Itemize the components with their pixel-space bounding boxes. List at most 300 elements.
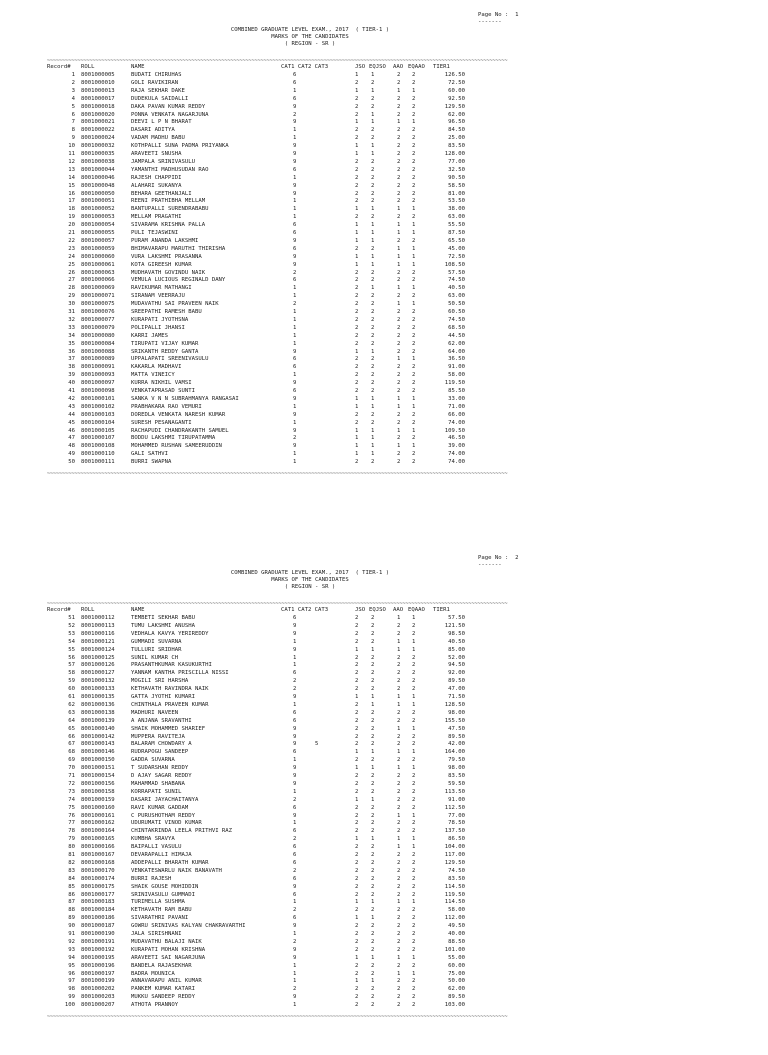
candidate-name: RAJA SEKHAR DAKE bbox=[131, 87, 185, 94]
jso-value: 2 bbox=[355, 182, 359, 189]
eqjso-value: 2 bbox=[371, 686, 375, 693]
candidate-name: KETHAVATH RAM BABU bbox=[131, 907, 192, 914]
aao-value: 2 bbox=[397, 670, 401, 677]
cat1-value: 1 bbox=[293, 757, 297, 764]
record-number: 69 bbox=[68, 757, 75, 764]
record-number: 11 bbox=[68, 151, 75, 157]
roll-number: 8001000107 bbox=[81, 435, 115, 442]
roll-number: 8001000088 bbox=[81, 348, 115, 355]
eqjso-value: 1 bbox=[371, 253, 375, 260]
tier1-score: 155.50 bbox=[444, 717, 465, 724]
aao-value: 2 bbox=[397, 72, 401, 78]
eqaao-value: 2 bbox=[412, 978, 416, 985]
aao-value: 2 bbox=[397, 962, 401, 969]
roll-number: 8001000057 bbox=[81, 237, 115, 244]
roll-number: 8001000142 bbox=[81, 733, 115, 740]
tier1-score: 126.50 bbox=[444, 72, 465, 78]
record-number: 61 bbox=[68, 694, 75, 700]
roll-number: 8001000022 bbox=[81, 127, 115, 134]
eqjso-value: 1 bbox=[371, 285, 375, 292]
tier1-score: 89.50 bbox=[448, 994, 465, 1001]
candidate-name: GOLI RAVIKIRAN bbox=[131, 79, 179, 86]
record-number: 59 bbox=[68, 678, 75, 685]
eqjso-value: 2 bbox=[371, 174, 375, 181]
eqaao-value: 2 bbox=[412, 95, 416, 102]
eqjso-value: 2 bbox=[371, 662, 375, 669]
jso-value: 2 bbox=[355, 701, 359, 708]
eqjso-value: 2 bbox=[371, 411, 375, 418]
roll-number: 8001000084 bbox=[81, 340, 115, 347]
candidate-name: POLIPALLI JHANSI bbox=[131, 324, 185, 331]
cat1-value: 1 bbox=[293, 324, 297, 331]
table-row bbox=[47, 349, 487, 356]
roll-number: 8001000103 bbox=[81, 411, 115, 418]
roll-number: 8001000108 bbox=[81, 443, 115, 450]
eqaao-value: 1 bbox=[412, 403, 416, 410]
aao-value: 2 bbox=[397, 630, 401, 637]
table-row bbox=[47, 404, 487, 411]
candidate-name: KURAPATI JYOTHSNA bbox=[131, 316, 189, 323]
table-row bbox=[47, 820, 487, 827]
eqaao-value: 1 bbox=[412, 954, 416, 961]
roll-number: 8001000127 bbox=[81, 670, 115, 677]
eqjso-value: 2 bbox=[371, 654, 375, 661]
tier1-score: 62.00 bbox=[448, 340, 465, 347]
eqaao-value: 2 bbox=[412, 923, 416, 930]
column-header-row bbox=[47, 607, 487, 614]
tier1-score: 94.50 bbox=[448, 662, 465, 669]
eqjso-value: 2 bbox=[371, 812, 375, 819]
jso-value: 2 bbox=[355, 95, 359, 102]
aao-value: 2 bbox=[397, 364, 401, 371]
aao-value: 2 bbox=[397, 733, 401, 740]
aao-value: 2 bbox=[397, 915, 401, 922]
cat1-value: 2 bbox=[293, 907, 297, 914]
table-row bbox=[47, 726, 487, 733]
eqaao-value: 1 bbox=[412, 87, 416, 94]
candidate-name: KURAPATI MOHAN KRISHNA bbox=[131, 946, 206, 953]
roll-number: 8001000048 bbox=[81, 182, 115, 189]
candidate-name: TUMU LAKSHMI ANUSHA bbox=[131, 622, 195, 629]
col-aao: AAO bbox=[393, 607, 404, 613]
candidate-name: MUDAVATHU BALAJI NAIK bbox=[131, 938, 202, 945]
candidate-name: VENKATESWARLU NAIK BANAVATH bbox=[131, 867, 222, 874]
table-row bbox=[47, 119, 487, 126]
eqaao-value: 2 bbox=[412, 380, 416, 387]
eqjso-value: 2 bbox=[371, 875, 375, 882]
eqaao-value: 2 bbox=[412, 788, 416, 795]
table-row bbox=[47, 828, 487, 835]
record-number: 39 bbox=[68, 372, 75, 379]
table-row bbox=[47, 285, 487, 292]
aao-value: 2 bbox=[397, 891, 401, 898]
jso-value: 2 bbox=[355, 709, 359, 716]
record-number: 63 bbox=[68, 709, 75, 716]
table-row bbox=[47, 380, 487, 387]
table-row bbox=[47, 325, 487, 332]
column-header-row bbox=[47, 64, 487, 71]
candidate-name: KAKARLA MADHAVI bbox=[131, 364, 182, 371]
candidate-name: YANNAM KANTHA PRISCILLA NISSI bbox=[131, 670, 229, 677]
tier1-score: 39.00 bbox=[448, 443, 465, 450]
aao-value: 2 bbox=[397, 293, 401, 300]
eqjso-value: 2 bbox=[371, 859, 375, 866]
tier1-score: 104.00 bbox=[444, 844, 465, 851]
eqjso-value: 2 bbox=[371, 388, 375, 394]
col-cats: CAT1 CAT2 CAT3 bbox=[281, 607, 329, 613]
aao-value: 2 bbox=[397, 852, 401, 858]
cat1-value: 9 bbox=[293, 261, 297, 268]
jso-value: 2 bbox=[355, 678, 359, 685]
cat1-value: 1 bbox=[293, 962, 297, 969]
roll-number: 8001000187 bbox=[81, 923, 115, 930]
table-row bbox=[47, 955, 487, 962]
eqjso-value: 2 bbox=[371, 773, 375, 779]
table-row bbox=[47, 238, 487, 245]
top-rule: ~~~~~~~~~~~~~~~~~~~~~~~~~~~~~~~~~~~~~~~~~~~~~~~~~~~~~~~~~~~~~~~~~~~~~~~~~~~~~~~~~~~~~~~~~~~~~~~~~~~~~~~~~~~~~~~~~~~~~~~~~~~~~~~~~~~~~~~~~~~~~~~~~~~~~~~~~ bbox=[47, 601, 508, 607]
tier1-score: 40.00 bbox=[448, 931, 465, 937]
cat1-value: 9 bbox=[293, 151, 297, 157]
table-row bbox=[47, 1002, 487, 1009]
candidate-name: UDURUMATI VINOD KUMAR bbox=[131, 820, 202, 827]
eqaao-value: 2 bbox=[412, 411, 416, 418]
jso-value: 1 bbox=[355, 427, 359, 434]
record-number: 82 bbox=[68, 859, 75, 866]
roll-number: 8001000132 bbox=[81, 678, 115, 685]
candidate-name: JALA SIRISHNANI bbox=[131, 931, 182, 937]
cat1-value: 2 bbox=[293, 796, 297, 803]
roll-number: 8001000069 bbox=[81, 285, 115, 292]
roll-number: 8001000133 bbox=[81, 686, 115, 693]
candidate-name: BALARAM CHOWDARY A bbox=[131, 741, 192, 748]
eqjso-value: 1 bbox=[371, 796, 375, 803]
roll-number: 8001000061 bbox=[81, 261, 115, 268]
eqjso-value: 1 bbox=[371, 119, 375, 126]
eqjso-value: 2 bbox=[371, 678, 375, 685]
aao-value: 2 bbox=[397, 127, 401, 134]
record-number: 79 bbox=[68, 836, 75, 843]
roll-number: 8001000202 bbox=[81, 986, 115, 993]
aao-value: 1 bbox=[397, 230, 401, 236]
eqaao-value: 1 bbox=[412, 844, 416, 851]
jso-value: 2 bbox=[355, 962, 359, 969]
table-row bbox=[47, 198, 487, 205]
cat1-value: 9 bbox=[293, 143, 297, 150]
candidate-name: BANDELA RAJASEKHAR bbox=[131, 962, 192, 969]
record-number: 74 bbox=[68, 796, 75, 803]
eqjso-value: 2 bbox=[371, 883, 375, 890]
table-row bbox=[47, 135, 487, 142]
cat1-value: 1 bbox=[293, 316, 297, 323]
eqaao-value: 1 bbox=[412, 119, 416, 126]
cat1-value: 2 bbox=[293, 986, 297, 993]
aao-value: 2 bbox=[397, 931, 401, 937]
jso-value: 2 bbox=[355, 388, 359, 394]
eqaao-value: 1 bbox=[412, 206, 416, 213]
record-number: 20 bbox=[68, 222, 75, 229]
eqaao-value: 1 bbox=[412, 765, 416, 772]
table-row bbox=[47, 639, 487, 646]
candidate-name: PURAM ANANDA LAKSHMI bbox=[131, 237, 199, 244]
tier1-score: 57.50 bbox=[448, 269, 465, 276]
table-row bbox=[47, 159, 487, 166]
record-number: 72 bbox=[68, 780, 75, 787]
roll-number: 8001000121 bbox=[81, 638, 115, 645]
cat1-value: 9 bbox=[293, 780, 297, 787]
aao-value: 1 bbox=[397, 222, 401, 229]
candidate-name: DEEVI L P N BHARAT bbox=[131, 119, 192, 126]
table-row bbox=[47, 412, 487, 419]
table-row bbox=[47, 151, 487, 158]
aao-value: 1 bbox=[397, 836, 401, 843]
cat1-value: 6 bbox=[293, 915, 297, 922]
record-number: 78 bbox=[68, 828, 75, 835]
table-row bbox=[47, 333, 487, 340]
roll-number: 8001000170 bbox=[81, 867, 115, 874]
tier1-score: 77.00 bbox=[448, 158, 465, 165]
table-row bbox=[47, 214, 487, 221]
eqjso-value: 2 bbox=[371, 907, 375, 914]
eqaao-value: 2 bbox=[412, 158, 416, 165]
record-number: 86 bbox=[68, 891, 75, 898]
record-number: 22 bbox=[68, 237, 75, 244]
table-row bbox=[47, 451, 487, 458]
record-number: 42 bbox=[68, 395, 75, 402]
record-number: 85 bbox=[68, 883, 75, 890]
candidate-name: BURRI RAJESH bbox=[131, 875, 172, 882]
table-row bbox=[47, 222, 487, 229]
record-number: 7 bbox=[71, 119, 75, 126]
eqjso-value: 2 bbox=[371, 788, 375, 795]
roll-number: 8001000050 bbox=[81, 190, 115, 197]
table-row bbox=[47, 915, 487, 922]
jso-value: 1 bbox=[355, 694, 359, 700]
eqaao-value: 1 bbox=[412, 443, 416, 450]
eqjso-value: 1 bbox=[371, 151, 375, 157]
cat1-value: 6 bbox=[293, 717, 297, 724]
tier1-score: 65.50 bbox=[448, 237, 465, 244]
tier1-score: 164.00 bbox=[444, 749, 465, 756]
jso-value: 2 bbox=[355, 364, 359, 371]
eqaao-value: 1 bbox=[412, 253, 416, 260]
eqjso-value: 1 bbox=[371, 403, 375, 410]
record-number: 5 bbox=[71, 103, 75, 110]
eqjso-value: 2 bbox=[371, 622, 375, 629]
col-jso: JSO bbox=[355, 607, 366, 613]
eqaao-value: 2 bbox=[412, 828, 416, 835]
tier1-score: 74.00 bbox=[448, 451, 465, 458]
tier1-score: 60.50 bbox=[448, 309, 465, 315]
tier1-score: 62.00 bbox=[448, 111, 465, 118]
eqaao-value: 2 bbox=[412, 859, 416, 866]
record-number: 40 bbox=[68, 380, 75, 387]
tier1-score: 44.50 bbox=[448, 332, 465, 339]
table-row bbox=[47, 963, 487, 970]
record-number: 64 bbox=[68, 717, 75, 724]
aao-value: 2 bbox=[397, 316, 401, 323]
eqjso-value: 2 bbox=[371, 970, 375, 977]
record-number: 55 bbox=[68, 646, 75, 653]
table-row bbox=[47, 143, 487, 150]
jso-value: 2 bbox=[355, 812, 359, 819]
roll-number: 8001000076 bbox=[81, 309, 115, 315]
jso-value: 2 bbox=[355, 852, 359, 858]
record-number: 12 bbox=[68, 158, 75, 165]
record-number: 66 bbox=[68, 733, 75, 740]
tier1-score: 58.00 bbox=[448, 907, 465, 914]
table-row bbox=[47, 127, 487, 134]
roll-number: 8001000199 bbox=[81, 978, 115, 985]
candidate-name: MUKKU SANDEEP REDDY bbox=[131, 994, 195, 1001]
cat1-value: 6 bbox=[293, 364, 297, 371]
eqaao-value: 2 bbox=[412, 654, 416, 661]
table-row bbox=[47, 443, 487, 450]
roll-number: 8001000110 bbox=[81, 451, 115, 458]
tier1-score: 119.50 bbox=[444, 380, 465, 387]
tier1-score: 91.00 bbox=[448, 364, 465, 371]
jso-value: 1 bbox=[355, 765, 359, 772]
record-number: 77 bbox=[68, 820, 75, 827]
table-row bbox=[47, 773, 487, 780]
eqaao-value: 2 bbox=[412, 309, 416, 315]
roll-number: 8001000112 bbox=[81, 615, 115, 621]
record-number: 90 bbox=[68, 923, 75, 930]
jso-value: 1 bbox=[355, 119, 359, 126]
eqaao-value: 2 bbox=[412, 174, 416, 181]
cat1-value: 1 bbox=[293, 931, 297, 937]
report-page-1 bbox=[0, 0, 768, 512]
record-number: 1 bbox=[71, 72, 75, 78]
aao-value: 1 bbox=[397, 638, 401, 645]
jso-value: 2 bbox=[355, 780, 359, 787]
cat1-value: 1 bbox=[293, 451, 297, 458]
jso-value: 2 bbox=[355, 875, 359, 882]
aao-value: 1 bbox=[397, 899, 401, 906]
aao-value: 2 bbox=[397, 166, 401, 173]
table-row bbox=[47, 757, 487, 764]
roll-number: 8001000053 bbox=[81, 214, 115, 221]
aao-value: 2 bbox=[397, 875, 401, 882]
aao-value: 1 bbox=[397, 206, 401, 213]
eqaao-value: 2 bbox=[412, 277, 416, 284]
table-row bbox=[47, 994, 487, 1001]
tier1-score: 60.00 bbox=[448, 962, 465, 969]
candidate-name: VADAM MADHU BABU bbox=[131, 135, 185, 142]
record-number: 54 bbox=[68, 638, 75, 645]
candidate-name: PONNA VENKATA NAGARJUNA bbox=[131, 111, 209, 118]
table-row bbox=[47, 741, 487, 748]
table-row bbox=[47, 277, 487, 284]
jso-value: 2 bbox=[355, 883, 359, 890]
candidate-name: SIRANAM VEERRAJU bbox=[131, 293, 185, 300]
eqaao-value: 1 bbox=[412, 694, 416, 700]
aao-value: 2 bbox=[397, 622, 401, 629]
col-eqaao: EQAAO bbox=[408, 607, 425, 613]
cat1-value: 9 bbox=[293, 630, 297, 637]
cat1-value: 1 bbox=[293, 788, 297, 795]
jso-value: 1 bbox=[355, 954, 359, 961]
eqaao-value: 2 bbox=[412, 622, 416, 629]
cat1-value: 2 bbox=[293, 269, 297, 276]
col-roll: ROLL bbox=[81, 64, 95, 70]
jso-value: 2 bbox=[355, 285, 359, 292]
col-eqjso: EQJSO bbox=[369, 607, 386, 613]
eqjso-value: 2 bbox=[371, 214, 375, 221]
tier1-score: 74.50 bbox=[448, 316, 465, 323]
roll-number: 8001000162 bbox=[81, 820, 115, 827]
candidate-name: SREEPATHI RAMESH BABU bbox=[131, 309, 202, 315]
roll-number: 8001000091 bbox=[81, 364, 115, 371]
cat1-value: 6 bbox=[293, 277, 297, 284]
table-row bbox=[47, 615, 487, 622]
candidate-name: SHAIK MOHAMMED SHARIEF bbox=[131, 725, 206, 732]
table-row bbox=[47, 844, 487, 851]
candidate-name: TEMBETI SEKHAR BABU bbox=[131, 615, 195, 621]
cat1-value: 2 bbox=[293, 686, 297, 693]
eqaao-value: 2 bbox=[412, 348, 416, 355]
tier1-score: 87.50 bbox=[448, 230, 465, 236]
table-row bbox=[47, 420, 487, 427]
jso-value: 2 bbox=[355, 867, 359, 874]
jso-value: 2 bbox=[355, 923, 359, 930]
table-row bbox=[47, 317, 487, 324]
roll-number: 8001000005 bbox=[81, 72, 115, 78]
record-number: 68 bbox=[68, 749, 75, 756]
aao-value: 1 bbox=[397, 261, 401, 268]
candidate-name: BAIPALLI VASULU bbox=[131, 844, 182, 851]
candidate-name: MAHAMMAD SHABANA bbox=[131, 780, 185, 787]
cat1-value: 1 bbox=[293, 285, 297, 292]
record-number: 38 bbox=[68, 364, 75, 371]
col-roll: ROLL bbox=[81, 607, 95, 613]
candidate-name: GALI SATHVI bbox=[131, 451, 169, 458]
cat1-value: 9 bbox=[293, 158, 297, 165]
eqjso-value: 1 bbox=[371, 443, 375, 450]
eqaao-value: 2 bbox=[412, 182, 416, 189]
jso-value: 2 bbox=[355, 245, 359, 252]
cat1-value: 6 bbox=[293, 79, 297, 86]
candidate-name: SRINIVASULU GUMMADI bbox=[131, 891, 195, 898]
record-number: 81 bbox=[68, 852, 75, 858]
jso-value: 1 bbox=[355, 151, 359, 157]
eqjso-value: 1 bbox=[371, 395, 375, 402]
eqjso-value: 1 bbox=[371, 143, 375, 150]
table-row bbox=[47, 789, 487, 796]
cat1-value: 6 bbox=[293, 670, 297, 677]
jso-value: 2 bbox=[355, 773, 359, 779]
roll-number: 8001000055 bbox=[81, 230, 115, 236]
tier1-score: 57.50 bbox=[448, 615, 465, 621]
candidate-name: MADHURI NAVEEN bbox=[131, 709, 179, 716]
eqjso-value: 2 bbox=[371, 293, 375, 300]
jso-value: 2 bbox=[355, 1002, 359, 1009]
aao-value: 2 bbox=[397, 978, 401, 985]
tier1-score: 75.00 bbox=[448, 970, 465, 977]
roll-number: 8001000192 bbox=[81, 946, 115, 953]
candidate-name: SIVARAMA KRISHNA PALLA bbox=[131, 222, 206, 229]
eqjso-value: 2 bbox=[371, 166, 375, 173]
aao-value: 2 bbox=[397, 1002, 401, 1009]
table-row bbox=[47, 907, 487, 914]
jso-value: 2 bbox=[355, 907, 359, 914]
report-subtitle: MARKS OF THE CANDIDATES bbox=[271, 34, 349, 40]
roll-number: 8001000044 bbox=[81, 166, 115, 173]
jso-value: 2 bbox=[355, 127, 359, 134]
roll-number: 8001000060 bbox=[81, 253, 115, 260]
record-number: 24 bbox=[68, 253, 75, 260]
eqaao-value: 2 bbox=[412, 72, 416, 78]
eqaao-value: 2 bbox=[412, 166, 416, 173]
